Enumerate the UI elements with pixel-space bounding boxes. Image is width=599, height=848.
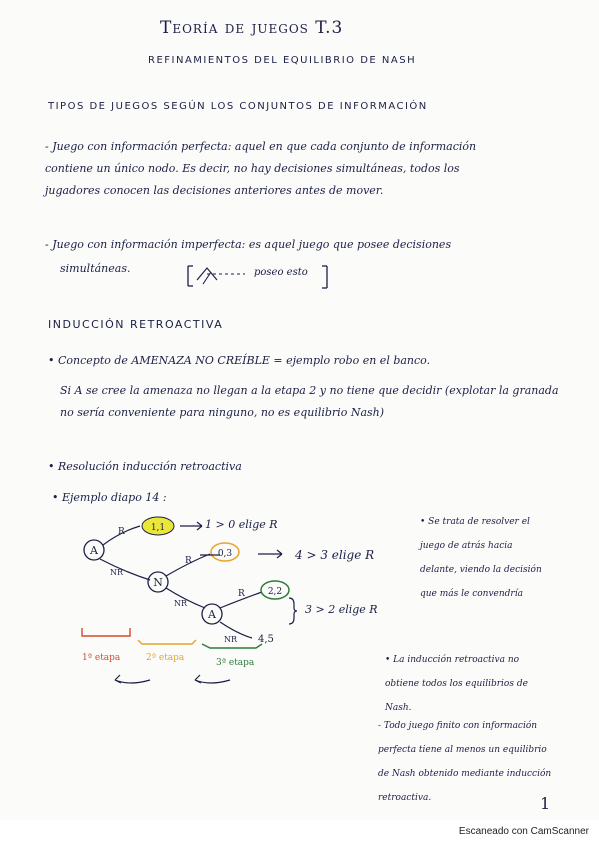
tree-node-n: N	[153, 576, 163, 589]
page-title: Teoría de juegos T.3	[160, 18, 344, 38]
information-set-note: poseo esto	[254, 267, 308, 278]
tree-label-r2: R	[185, 556, 192, 566]
stage-1-label: 1ª etapa	[82, 653, 121, 663]
tree-payoff-2: 0,3	[217, 549, 233, 559]
tree-label-nr1: NR	[110, 568, 124, 577]
example-line: • Ejemplo diapo 14 :	[52, 491, 167, 504]
arrow-2	[258, 548, 288, 560]
side-note-not-all-equilibria: • La inducción retroactiva no obtiene todos los equilibrios de Nash.	[385, 655, 528, 713]
scanner-footer: Escaneado con CamScanner	[458, 826, 589, 837]
tree-node-a2: A	[208, 608, 216, 621]
side-note-backward: • Se trata de resolver el juego de atrás hacia delante, viendo la decisión que más le convendría	[420, 517, 542, 599]
tree-node-a1: A	[90, 544, 98, 557]
decision-3: 3 > 2 elige R	[305, 603, 378, 616]
page-number: 1	[540, 794, 551, 813]
resolution-line: • Resolución inducción retroactiva	[48, 460, 242, 473]
stage-2-label: 2ª etapa	[146, 653, 185, 663]
decision-2: 4 > 3 elige R	[295, 548, 375, 562]
tree-label-r3: R	[238, 589, 245, 599]
closing-bracket	[320, 264, 330, 292]
non-credible-threat-detail: Si A se cree la amenaza no llegan a la etapa 2 y no tiene que decidir (explotar la granada no sería conveniente para ninguno, no es equilibrio Nash)	[60, 384, 559, 419]
tree-label-nr2: NR	[174, 599, 188, 608]
tree-payoff-1: 1,1	[150, 523, 166, 533]
information-set-sketch	[185, 262, 265, 292]
non-credible-threat-line: • Concepto de AMENAZA NO CREÍBLE = ejemplo robo en el banco.	[48, 354, 431, 367]
brace-3	[286, 596, 298, 626]
tree-payoff-3: 2,2	[267, 587, 283, 597]
section-heading-game-types: TIPOS DE JUEGOS SEGÚN LOS CONJUNTOS DE INFORMACIÓN	[48, 101, 428, 112]
side-note-finite-games: - Todo juego finito con información perfecta tiene al menos un equilibrio de Nash obtenido mediante inducción retroactiva.	[378, 721, 552, 803]
stage-3-label: 3ª etapa	[216, 658, 255, 668]
tree-label-nr3: NR	[224, 635, 238, 644]
perfect-information-paragraph: - Juego con información perfecta: aquel en que cada conjunto de información contiene un único nodo. Es decir, no hay decisiones simultáneas, todos los jugadores conocen las decisiones anteriores antes de mover.	[45, 140, 477, 197]
decision-1: 1 > 0 elige R	[205, 518, 278, 531]
tree-payoff-4: 4,5	[258, 634, 274, 645]
imperfect-information-line: - Juego con información imperfecta: es aquel juego que posee decisiones	[45, 238, 452, 251]
page-subtitle: REFINAMIENTOS DEL EQUILIBRIO DE NASH	[148, 55, 417, 66]
section-heading-backward-induction: INDUCCIÓN RETROACTIVA	[48, 318, 224, 331]
imperfect-information-line2: simultáneas.	[60, 262, 131, 275]
tree-label-r1: R	[118, 527, 125, 537]
